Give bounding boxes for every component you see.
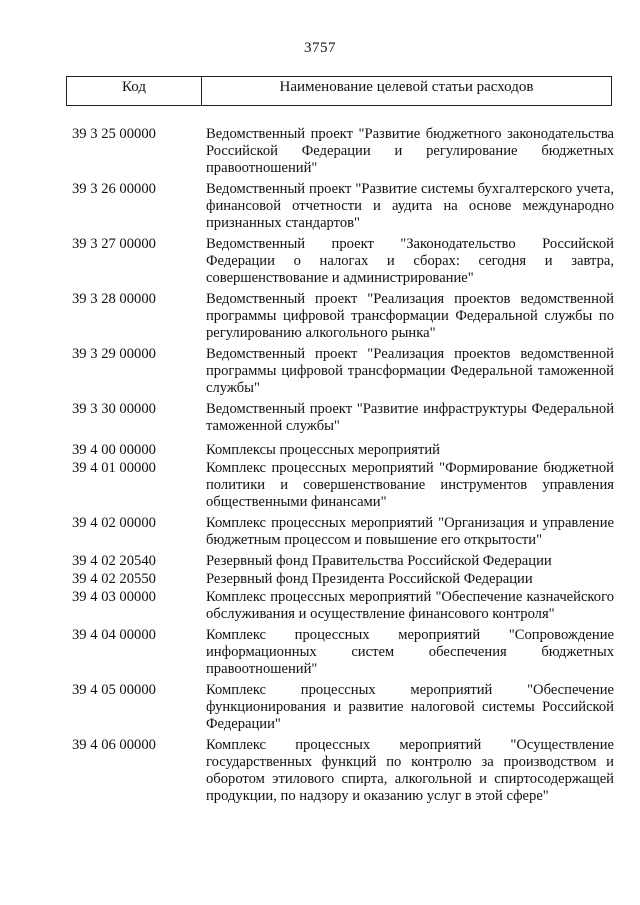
row-name: Ведомственный проект "Реализация проектов ведомственной программы цифровой трансформации Федеральной таможенной службы" [206, 346, 614, 396]
row-name: Ведомственный проект "Развитие системы бухгалтерского учета, финансовой отчетности и аудита на основе международно признанных стандартов" [206, 181, 614, 231]
row-name: Комплекс процессных мероприятий "Обеспечение функционирования и развитие налоговой системы Российской Федерации" [206, 682, 614, 732]
table-row [66, 126, 614, 177]
row-name: Резервный фонд Правительства Российской Федерации [206, 553, 552, 569]
row-code: 39 4 04 00000 [72, 627, 156, 643]
table-row [66, 346, 614, 397]
row-code: 39 4 00 00000 [72, 442, 156, 458]
table-row [66, 737, 614, 805]
row-name: Ведомственный проект "Реализация проектов ведомственной программы цифровой трансформации Федеральной службы по регулированию алкогольного рынка" [206, 291, 614, 341]
row-code: 39 3 26 00000 [72, 181, 156, 197]
row-name: Комплексы процессных мероприятий [206, 442, 440, 458]
row-code: 39 4 06 00000 [72, 737, 156, 753]
row-name: Ведомственный проект "Законодательство Российской Федерации о налогах и сборах: сегодня и завтра, совершенствование и администрирование" [206, 236, 614, 286]
table-row [66, 515, 614, 549]
row-name: Резервный фонд Президента Российской Федерации [206, 571, 533, 587]
header-name: Наименование целевой статьи расходов [279, 79, 534, 95]
row-code: 39 3 30 00000 [72, 401, 156, 417]
row-code: 39 4 02 20550 [72, 571, 156, 587]
table-row [66, 682, 614, 733]
row-code: 39 3 27 00000 [72, 236, 156, 252]
row-code: 39 4 03 00000 [72, 589, 156, 605]
row-code: 39 3 25 00000 [72, 126, 156, 142]
row-code: 39 4 02 20540 [72, 553, 156, 569]
row-name: Комплекс процессных мероприятий "Сопровождение информационных систем обеспечения бюджетных правоотношений" [206, 627, 614, 677]
table-row [66, 291, 614, 342]
row-code: 39 4 02 00000 [72, 515, 156, 531]
table-row [66, 236, 614, 287]
header-code: Код [67, 77, 202, 105]
table-row [66, 181, 614, 232]
table-header [66, 76, 612, 106]
table-row [66, 553, 614, 570]
row-name: Ведомственный проект "Развитие инфраструктуры Федеральной таможенной службы" [206, 401, 614, 434]
table-row [66, 460, 614, 511]
page-number: 3757 [304, 40, 336, 56]
table-row [66, 401, 614, 435]
row-code: 39 3 28 00000 [72, 291, 156, 307]
row-code: 39 4 05 00000 [72, 682, 156, 698]
table-row [66, 589, 614, 623]
table-row [66, 627, 614, 678]
row-name: Комплекс процессных мероприятий "Осуществление государственных функций по контролю за производством и оборотом этилового спирта, алкогольной и спиртосодержащей продукции, по надзору и оказанию услуг в этой сфере" [206, 737, 614, 804]
row-code: 39 3 29 00000 [72, 346, 156, 362]
row-name: Комплекс процессных мероприятий "Обеспечение казначейского обслуживания и осуществление финансового контроля" [206, 589, 614, 622]
row-name: Комплекс процессных мероприятий "Формирование бюджетной политики и совершенствование инструментов управления общественными финансами" [206, 460, 614, 510]
row-name: Ведомственный проект "Развитие бюджетного законодательства Российской Федерации и регулирование бюджетных правоотношений" [206, 126, 614, 176]
table-row [66, 442, 614, 459]
table-row [66, 571, 614, 588]
row-name: Комплекс процессных мероприятий "Организация и управление бюджетным процессом и повышение его открытости" [206, 515, 614, 548]
row-code: 39 4 01 00000 [72, 460, 156, 476]
budget-items-list [66, 126, 614, 806]
